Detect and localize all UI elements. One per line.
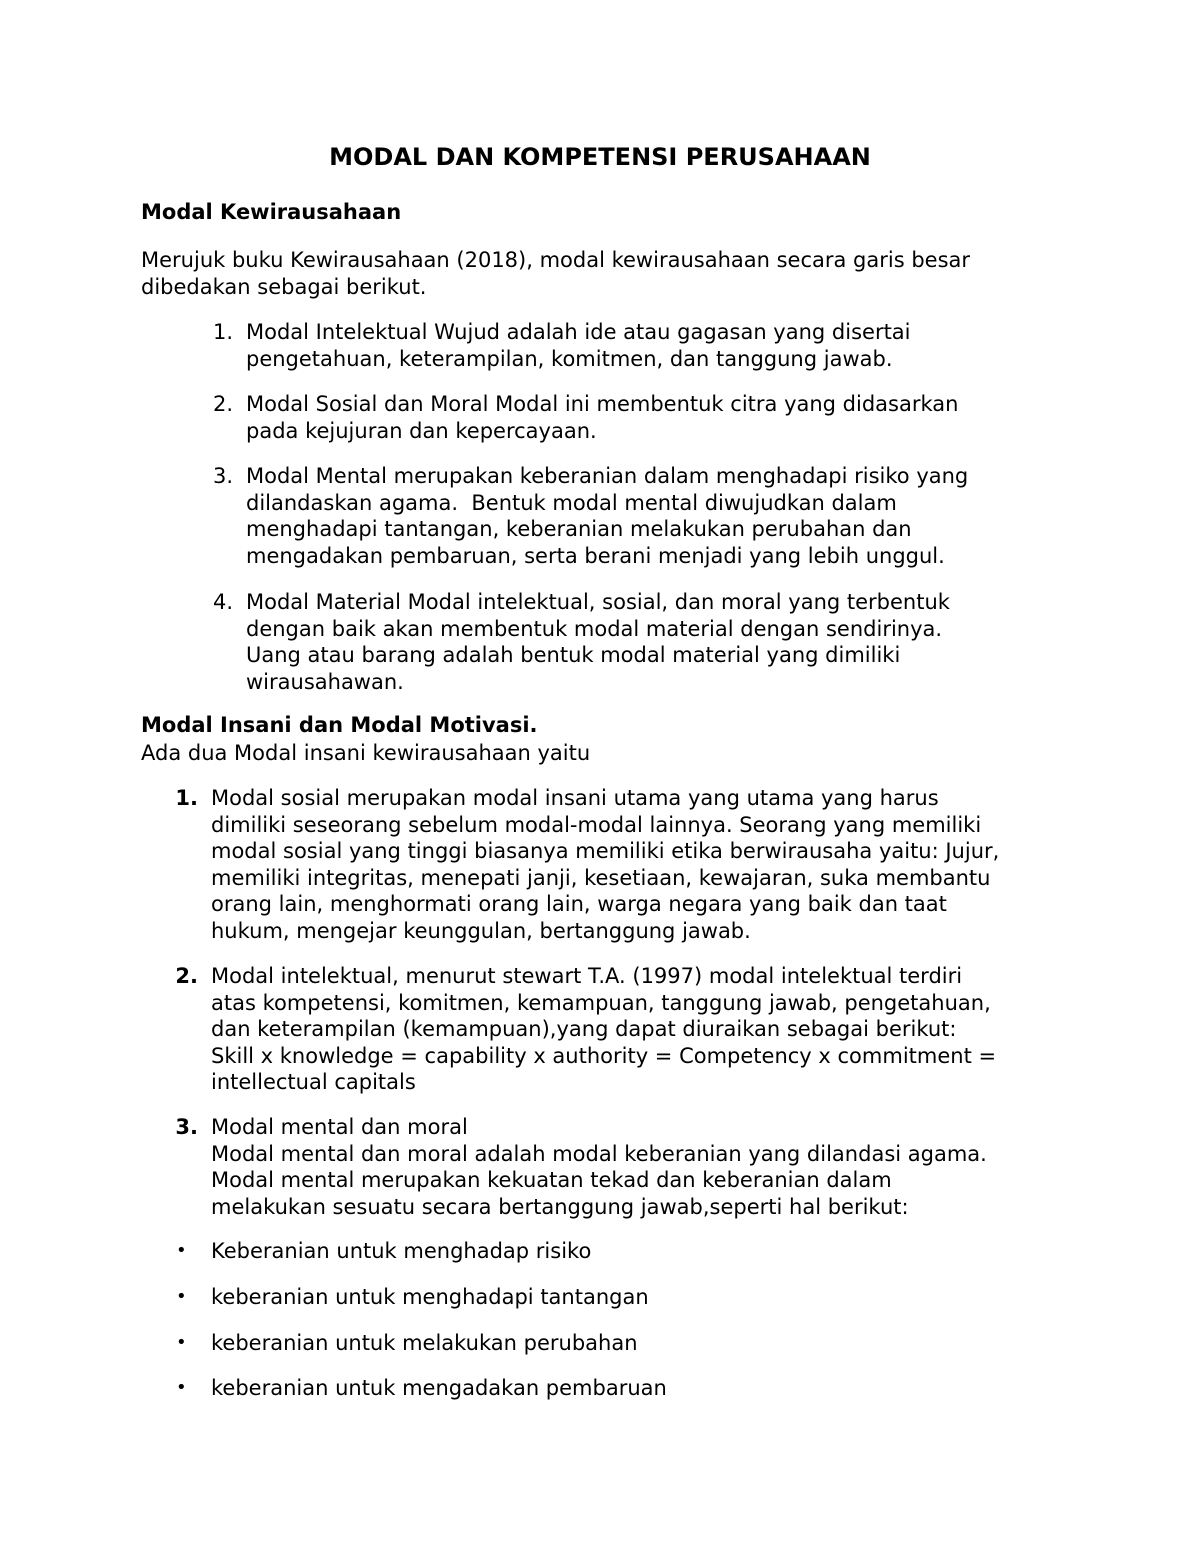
list-number: 1. — [212, 320, 233, 344]
list-item-line: Uang atau barang adalah bentuk modal material yang dimiliki — [246, 643, 901, 667]
list-item-line: dilandaskan agama. Bentuk modal mental diwujudkan dalam — [246, 490, 897, 515]
list-item-line: intellectual capitals — [211, 1070, 416, 1094]
bullet-icon: • — [176, 1377, 187, 1398]
list-item-line: melakukan sesuatu secara bertanggung jawab,seperti hal berikut: — [211, 1194, 909, 1219]
list-item-line: mengadakan pembaruan, serta berani menjadi yang lebih unggul. — [246, 543, 945, 568]
list-item-line: menghadapi tantangan, keberanian melakukan perubahan dan — [246, 517, 912, 541]
list-number: 2. — [212, 392, 233, 416]
list-item-line: Modal Sosial dan Moral Modal ini membentuk citra yang didasarkan — [246, 392, 959, 416]
list-number: 3. — [175, 1115, 198, 1139]
list-item-line: Skill x knowledge = capability x authority = Competency x commitment = — [211, 1043, 997, 1068]
list-item-line: pengetahuan, keterampilan, komitmen, dan tanggung jawab. — [246, 346, 893, 371]
list-item-line: modal sosial yang tinggi biasanya memiliki etika berwirausaha yaitu: Jujur, — [211, 839, 1000, 863]
bullet-text: keberanian untuk mengadakan pembaruan — [211, 1376, 667, 1400]
bullet-text: keberanian untuk melakukan perubahan — [211, 1331, 638, 1355]
section1-intro — [141, 247, 1071, 300]
bullet-icon: • — [176, 1332, 187, 1353]
list-item-line: Modal Material Modal intelektual, sosial, dan moral yang terbentuk — [246, 590, 950, 614]
list-item-line: Modal mental dan moral adalah modal keberanian yang dilandasi agama. — [211, 1141, 987, 1166]
intro-line: Merujuk buku Kewirausahaan (2018), modal kewirausahaan secara garis besar — [141, 248, 971, 272]
list-item-line: Modal mental merupakan kekuatan tekad dan keberanian dalam — [211, 1168, 892, 1192]
list-item-line: pada kejujuran dan kepercayaan. — [246, 418, 597, 443]
section-heading-modal-kewirausahaan: Modal Kewirausahaan — [141, 200, 402, 224]
section2-intro: Ada dua Modal insani kewirausahaan yaitu — [141, 741, 591, 765]
list-item-line: orang lain, menghormati orang lain, warga negara yang baik dan taat — [211, 892, 947, 916]
list-item-line: dengan baik akan membentuk modal material dengan sendirinya. — [246, 616, 943, 641]
list-item-line: Modal Mental merupakan keberanian dalam menghadapi risiko yang — [246, 464, 969, 488]
list-item-line: memiliki integritas, menepati janji, kesetiaan, kewajaran, suka membantu — [211, 865, 991, 890]
list-number: 1. — [175, 786, 198, 810]
bullet-text: Keberanian untuk menghadap risiko — [211, 1239, 592, 1263]
list-number: 3. — [212, 464, 233, 488]
list-item-line: atas kompetensi, komitmen, kemampuan, tanggung jawab, pengetahuan, — [211, 990, 991, 1015]
list-item-line: Modal Intelektual Wujud adalah ide atau gagasan yang disertai — [246, 320, 911, 344]
bullet-icon: • — [176, 1286, 187, 1307]
list-item-line: Modal intelektual, menurut stewart T.A. (1997) modal intelektual terdiri — [211, 964, 963, 988]
list-item-line: Modal mental dan moral — [211, 1115, 468, 1139]
section-heading-modal-insani: Modal Insani dan Modal Motivasi. — [141, 713, 538, 737]
list-item-line: Modal sosial merupakan modal insani utama yang utama yang harus — [211, 786, 939, 810]
list-number: 4. — [212, 590, 233, 614]
list-item-line: wirausahawan. — [246, 669, 404, 694]
document-title: MODAL DAN KOMPETENSI PERUSAHAAN — [329, 143, 871, 171]
bullet-icon: • — [176, 1240, 187, 1261]
bullet-text: keberanian untuk menghadapi tantangan — [211, 1285, 649, 1309]
list-number: 2. — [175, 964, 198, 988]
list-item-line: hukum, mengejar keunggulan, bertanggung jawab. — [211, 918, 751, 943]
intro-line: dibedakan sebagai berikut. — [141, 274, 427, 299]
list-item-line: dan keterampilan (kemampuan),yang dapat diuraikan sebagai berikut: — [211, 1017, 957, 1041]
list-item-line: dimiliki seseorang sebelum modal-modal lainnya. Seorang yang memiliki — [211, 812, 982, 837]
